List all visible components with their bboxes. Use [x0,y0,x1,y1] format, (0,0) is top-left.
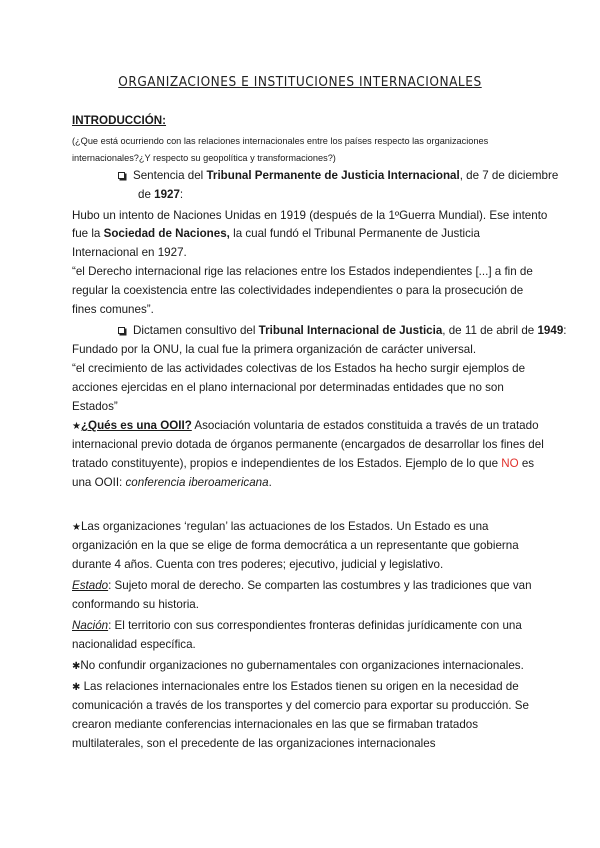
paragraph-line: fue la Sociedad de Naciones, la cual fundó el Tribunal Permanente de Justicia [72,227,480,240]
term-nacion: Nación [72,619,109,632]
quote-line: “el Derecho internacional rige las relaciones entre los Estados independientes [...] a fin de [72,265,533,278]
intro-heading: INTRODUCCIÓN: [72,114,167,127]
quote-line: regular la coexistencia entre las colectividades independientes o para la prosecución de [72,284,524,297]
list-item-sentencia-cont: de 1927: [138,188,184,201]
asterisk-icon: ✱ [72,661,81,672]
paragraph-line: multilaterales, son el precedente de las organizaciones internacionales [72,737,436,750]
star-icon: ★ [72,421,81,432]
paragraph-line: organización en la que se elige de forma democrática a un representante que gobierna [72,539,519,552]
quote-line: Estados” [72,400,118,413]
ooii-definition-line: ★¿Qués es una OOII? Asociación voluntaria de estados constituida a través de un tratado [72,419,539,432]
square-bullet-icon [118,327,125,334]
paragraph-line: crearon mediante conferencias internacionales en las que se firmaban tratados [72,718,479,731]
paragraph-line: Internacional en 1927. [72,246,187,259]
page-title: ORGANIZACIONES E INSTITUCIONES INTERNACIONALES [118,74,482,90]
paragraph-line: Fundado por la ONU, la cual fue la primera organización de carácter universal. [72,343,477,356]
list-item-sentencia: Sentencia del Tribunal Permanente de Justicia Internacional, de 7 de diciembre [118,168,558,183]
paragraph-line: conformando su historia. [72,598,199,611]
asterisk-icon: ✱ [72,682,81,693]
paragraph-line: tratado constituyente), propios e independientes de los Estados. Ejemplo de lo que NO es [72,457,535,470]
note-line: ✱No confundir organizaciones no gubernamentales con organizaciones internacionales. [72,659,524,672]
quote-line: “el crecimiento de las actividades colectivas de los Estados ha hecho surgir ejemplos de [72,362,526,375]
estado-definition: Estado: Sujeto moral de derecho. Se comparten las costumbres y las tradiciones que van [72,579,532,592]
quote-line: acciones ejercidas en el plano internacional por determinadas entidades que no son [72,381,504,394]
quote-line: fines comunes”. [72,303,154,316]
nacion-definition: Nación: El territorio con sus correspondientes fronteras definidas jurídicamente con una [72,619,522,632]
paragraph-line: nacionalidad específica. [72,638,196,651]
intro-question-line-2: internacionales?¿Y respecto su geopolítica y transformaciones?) [72,153,336,163]
intro-question-line-1: (¿Que está ocurriendo con las relaciones internacionales entre los países respecto las organizaciones [72,136,489,146]
list-item-dictamen: Dictamen consultivo del Tribunal Internacional de Justicia, de 11 de abril de 1949: [118,323,567,338]
paragraph-line: durante 4 años. Cuenta con tres poderes; ejecutivo, judicial y legislativo. [72,558,444,571]
star-icon: ★ [72,522,81,533]
paragraph-line: una OOII: conferencia iberoamericana. [72,476,272,489]
paragraph-line: comunicación a través de los transportes y del comercio para exportar su producción. Se [72,699,529,712]
paragraph-line: ★Las organizaciones ‘regulan’ las actuaciones de los Estados. Un Estado es una [72,520,489,533]
square-bullet-icon [118,172,125,179]
term-estado: Estado [72,579,109,592]
paragraph-line: internacional previo dotada de órganos permanente (encargados de desarrollar los fines del [72,438,544,451]
paragraph-line: Hubo un intento de Naciones Unidas en 1919 (después de la 1ºGuerra Mundial). Ese intento [72,209,548,222]
note-line: ✱ Las relaciones internacionales entre los Estados tienen su origen en la necesidad de [72,680,519,693]
